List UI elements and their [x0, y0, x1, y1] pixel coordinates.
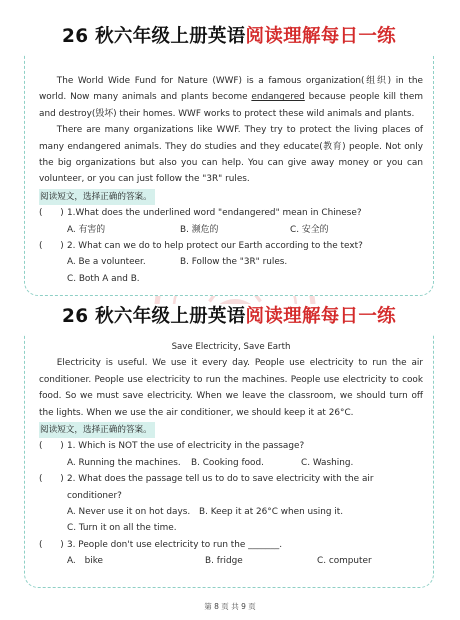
title-suffix: 阅读理解每日一练	[245, 306, 396, 327]
card1-q1-options	[39, 222, 423, 238]
option-a: A. Be a volunteer.	[67, 257, 146, 268]
card2-title-bar	[24, 304, 434, 334]
option-b: B. Follow the "3R" rules.	[180, 257, 288, 268]
card2-title	[24, 302, 434, 328]
option-b: B. Cooking food.	[191, 457, 264, 468]
option-c: C. Washing.	[301, 457, 354, 468]
title-prefix: 26 秋六年级上册英语	[62, 306, 246, 327]
card1-title	[24, 22, 434, 48]
option-a: A. bike	[67, 556, 103, 567]
card2-paragraph-1: Electricity is useful. We use it every day. People use electricity to run the air conditioner. People use electricity to run the machines. People use electricity to cook food. So we must save electricity. When we leave the classroom, we should turn off the lights. When we use the air conditioner, we should keep it at 26°C.	[39, 358, 423, 418]
question-text: 1.What does the underlined word "endangered" mean in Chinese?	[67, 208, 362, 219]
card2-q1-options	[39, 455, 423, 471]
option-c: C. Both A and B.	[67, 273, 140, 284]
underlined-word: endangered	[251, 92, 305, 103]
option-b: B. Keep it at 26°C when using it.	[199, 507, 344, 518]
answer-blank[interactable]: ( )	[39, 208, 64, 219]
card1-paragraph-2: There are many organizations like WWF. They try to protect the living places of many endangered animals. They do studies and they educate(教育) people. Not only the big organizations but also you can help. You can give away money or you can volunteer, or you can just follow the "3R" rules.	[39, 125, 423, 185]
answer-blank[interactable]: ( )	[39, 441, 64, 452]
card1-instruction: 阅读短文，选择正确的答案。	[39, 189, 155, 205]
card2-q3-options	[39, 553, 423, 569]
card1-content	[39, 73, 423, 287]
question-text: 2. What does the passage tell us to do to save electricity with the air conditioner?	[67, 474, 374, 501]
reading-card-2	[24, 316, 434, 588]
card2-question-2	[39, 471, 423, 504]
question-text: 2. What can we do to help protect our Earth according to the text?	[67, 241, 363, 252]
card1-paragraph-1	[39, 73, 423, 122]
answer-blank[interactable]: ( )	[39, 474, 64, 485]
card2-instruction: 阅读短文，选择正确的答案。	[39, 422, 155, 438]
option-a: A. Never use it on hot days.	[67, 507, 191, 518]
card1-title-bar	[24, 24, 434, 54]
card1-q2-options-row2	[39, 271, 423, 287]
page-number: 第 8 页 共 9 页	[204, 602, 256, 611]
card2-question-3	[39, 537, 423, 553]
option-c: C. 安全的	[290, 224, 329, 235]
title-suffix: 阅读理解每日一练	[245, 26, 396, 47]
question-text: 1. Which is NOT the use of electricity in the passage?	[67, 441, 305, 452]
card2-question-1	[39, 438, 423, 454]
option-b: B. 濒危的	[180, 224, 219, 235]
option-c: C. Turn it on all the time.	[67, 523, 177, 534]
card2-content	[39, 339, 423, 570]
option-a: A. Running the machines.	[67, 457, 181, 468]
card1-q2-options	[39, 254, 423, 270]
question-text: 3. People don't use electricity to run the _______.	[67, 539, 283, 550]
answer-blank[interactable]: ( )	[39, 539, 64, 550]
option-b: B. fridge	[205, 556, 243, 567]
card2-q2-options-row2	[39, 520, 423, 536]
card1-question-1	[39, 205, 423, 221]
card2-q2-options	[39, 504, 423, 520]
option-c: C. computer	[317, 556, 372, 567]
reading-card-1	[24, 36, 434, 296]
option-a: A. 有害的	[67, 224, 106, 235]
title-prefix: 26 秋六年级上册英语	[62, 26, 246, 47]
card1-para1-text-b: because people kill them and destroy(毁坏) their homes. WWF works to protect these wild animals and plants.	[39, 92, 423, 119]
card1-para1-text-a: The World Wide Fund for Nature (WWF) is a famous organization(组织) in the world. Now many animals and plants become	[39, 76, 423, 103]
answer-blank[interactable]: ( )	[39, 241, 64, 252]
card1-question-2	[39, 238, 423, 254]
passage-title: Save Electricity, Save Earth	[171, 342, 291, 352]
